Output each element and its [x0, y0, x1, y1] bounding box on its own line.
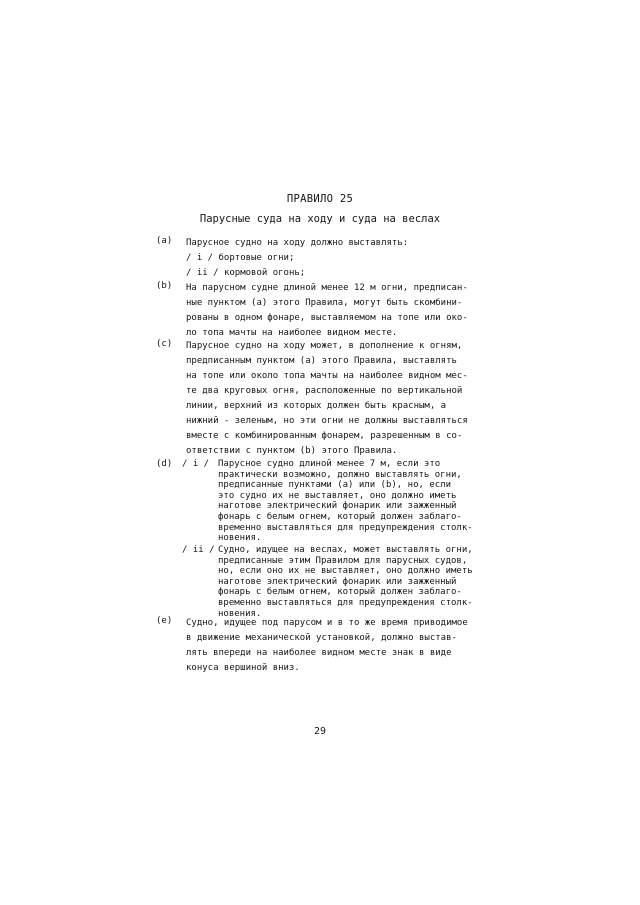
paragraph-line: нижний - зеленым, но эти огни не должны выставляться [186, 416, 468, 426]
paragraph-line: Судно, идущее под парусом и в то же время приводимое [186, 618, 468, 628]
paragraph-line: рованы в одном фонаре, выставляемом на топе или око- [186, 313, 468, 323]
item-mark: / i / [186, 253, 214, 263]
rule-title: ПРАВИЛО 25 [286, 193, 354, 205]
subparagraph-body [218, 459, 518, 544]
paragraph-line: ответствии с пунктом (b) этого Правила. [186, 446, 398, 456]
paragraph-line: предписанные этим Правилом для парусных судов, [218, 555, 468, 566]
paragraph-line: наготове электрический фонарик или зажженный [218, 576, 457, 587]
paragraph-mark: (a) [156, 236, 173, 246]
paragraph-line: На парусном судне длиной менее 12 м огни, предписан- [186, 283, 468, 293]
paragraph-body [186, 236, 526, 281]
paragraph-line: в движение механической установкой, должно выстав- [186, 633, 457, 643]
paragraph-line: Парусное судно длиной менее 7 м, если это [218, 459, 441, 469]
list-item [186, 251, 526, 266]
paragraph-line: Судно, идущее на веслах, может выставлять огни, [218, 545, 473, 555]
paragraph-mark: (c) [156, 339, 173, 349]
paragraph-body [186, 281, 526, 341]
paragraph-line: предписанным пунктом (a) этого Правила, выставлять [186, 356, 457, 366]
paragraph-line: Парусное судно на ходу должно выставлять: [186, 238, 409, 248]
item-mark: / ii / [182, 545, 215, 555]
paragraph-line: конуса вершиной вниз. [186, 663, 300, 673]
paragraph-line: практически возможно, должно выставлять огни, [218, 469, 462, 480]
item-mark: / i / [182, 459, 210, 469]
list-item [186, 266, 526, 281]
paragraph-line: те два круговых огня, расположенные по вертикальной [186, 386, 463, 396]
paragraph-line: лять впереди на наиболее видном месте знак в виде [186, 648, 452, 658]
paragraph-body [186, 616, 526, 676]
paragraph-line: фонарь с белым огнем, который должен заблаго- [218, 511, 462, 522]
paragraph-line: вместе с комбинированным фонарем, разрешенным в со- [186, 431, 463, 441]
paragraph-line: наготове электрический фонарик или зажженный [218, 501, 457, 512]
paragraph-line: фонарь с белым огнем, который должен заблаго- [218, 587, 462, 598]
page-number: 29 [313, 726, 327, 737]
paragraph-line: ные пунктом (a) этого Правила, могут быть скомбини- [186, 298, 463, 308]
paragraph-line: новения. [218, 608, 262, 619]
paragraph-mark: (b) [156, 281, 173, 291]
item-text: кормовой огонь; [223, 268, 306, 278]
paragraph-mark: (e) [156, 616, 173, 626]
paragraph-line: временно выставляться для предупреждения столк- [218, 597, 473, 608]
paragraph-line: ло топа мачты на наиболее видном месте. [186, 328, 398, 338]
paragraph-line: Парусное судно на ходу может, в дополнение к огням, [186, 341, 463, 351]
paragraph-line: временно выставляться для предупреждения столк- [218, 522, 473, 533]
paragraph-line: это судно их не выставляет, оно должно иметь [218, 490, 457, 501]
paragraph-line: новения. [218, 533, 262, 544]
item-text: бортовые огни; [218, 253, 295, 263]
paragraph-body [186, 339, 526, 459]
paragraph-line: но, если оно их не выставляет, оно должно иметь [218, 566, 473, 577]
paragraph-line: линии, верхний из которых должен быть красным, а [186, 401, 447, 411]
paragraph-line: предписанные пунктами (a) или (b), но, если [218, 480, 451, 491]
paragraph-mark: (d) [156, 459, 173, 469]
subparagraph-body [218, 545, 518, 619]
item-mark: / ii / [186, 268, 219, 278]
paragraph-line: на топе или около топа мачты на наиболее видном мес- [186, 371, 468, 381]
rule-subtitle: Парусные суда на ходу и суда на веслах [199, 213, 441, 225]
